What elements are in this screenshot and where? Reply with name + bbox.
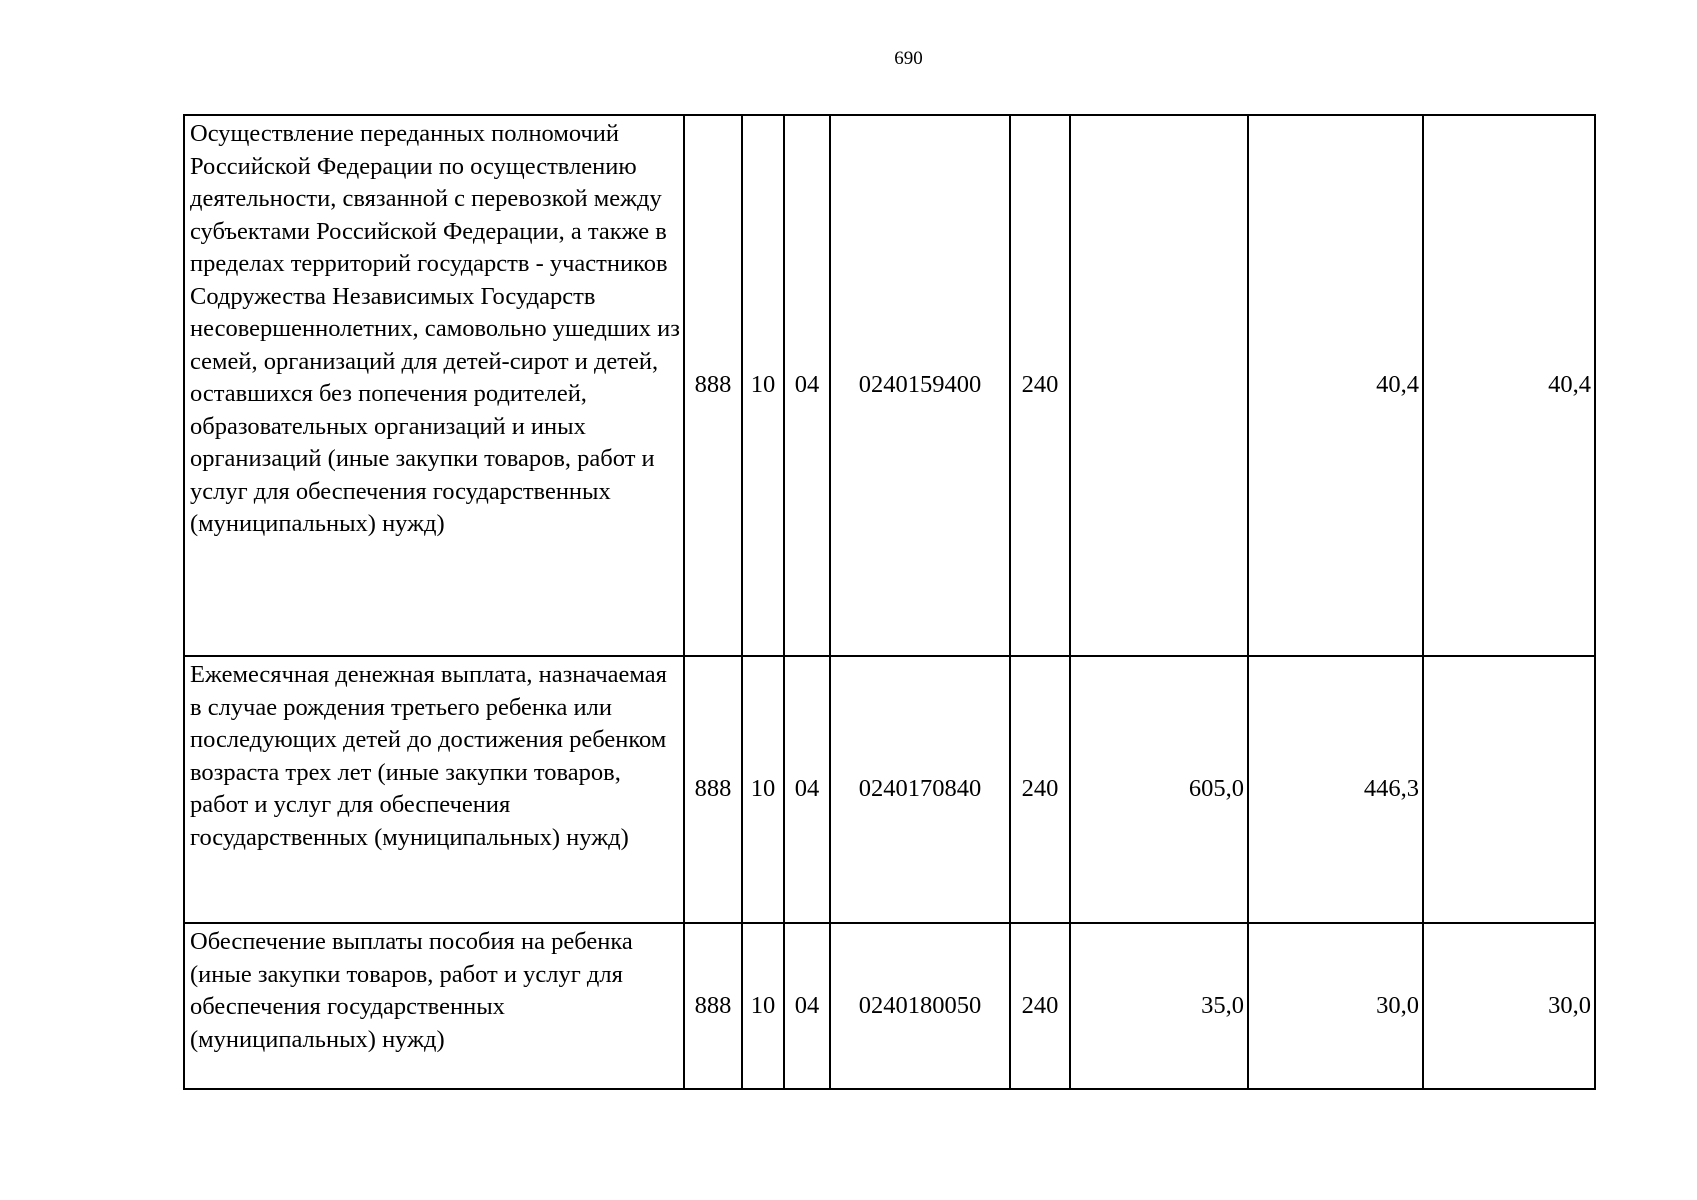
ministry-code: 888	[684, 923, 742, 1089]
row-description: Ежемесячная денежная выплата, назначаемая в случае рождения третьего ребенка или последующих детей до достижения ребенком возраста трех лет (иные закупки товаров, работ и услуг для обеспечения государственных (муниципальных) нужд)	[184, 656, 684, 923]
amount-2: 30,0	[1248, 923, 1423, 1089]
expense-type-code: 240	[1010, 923, 1070, 1089]
amount-3	[1423, 656, 1595, 923]
target-article-code: 0240159400	[830, 115, 1010, 656]
amount-3: 30,0	[1423, 923, 1595, 1089]
amount-1: 605,0	[1070, 656, 1248, 923]
amount-1: 35,0	[1070, 923, 1248, 1089]
amount-2: 446,3	[1248, 656, 1423, 923]
amount-3: 40,4	[1423, 115, 1595, 656]
section-code: 10	[742, 115, 784, 656]
expense-type-code: 240	[1010, 115, 1070, 656]
ministry-code: 888	[684, 656, 742, 923]
page-number: 690	[894, 48, 923, 69]
row-description: Осуществление переданных полномочий Российской Федерации по осуществлению деятельности, связанной с перевозкой между субъектами Российской Федерации, а также в пределах территорий государств - участников Содружества Независимых Государств несовершеннолетних, самовольно ушедших из семей, организаций для детей-сирот и детей, оставшихся без попечения родителей, образовательных организаций и иных организаций (иные закупки товаров, работ и услуг для обеспечения государственных (муниципальных) нужд)	[184, 115, 684, 656]
row-description: Обеспечение выплаты пособия на ребенка (иные закупки товаров, работ и услуг для обеспечения государственных (муниципальных) нужд)	[184, 923, 684, 1089]
subsection-code: 04	[784, 115, 830, 656]
section-code: 10	[742, 923, 784, 1089]
expense-type-code: 240	[1010, 656, 1070, 923]
amount-2: 40,4	[1248, 115, 1423, 656]
budget-table	[183, 114, 1596, 1090]
subsection-code: 04	[784, 656, 830, 923]
target-article-code: 0240180050	[830, 923, 1010, 1089]
table-row	[184, 656, 1595, 923]
ministry-code: 888	[684, 115, 742, 656]
amount-1	[1070, 115, 1248, 656]
subsection-code: 04	[784, 923, 830, 1089]
table-row	[184, 115, 1595, 656]
target-article-code: 0240170840	[830, 656, 1010, 923]
table-row	[184, 923, 1595, 1089]
section-code: 10	[742, 656, 784, 923]
